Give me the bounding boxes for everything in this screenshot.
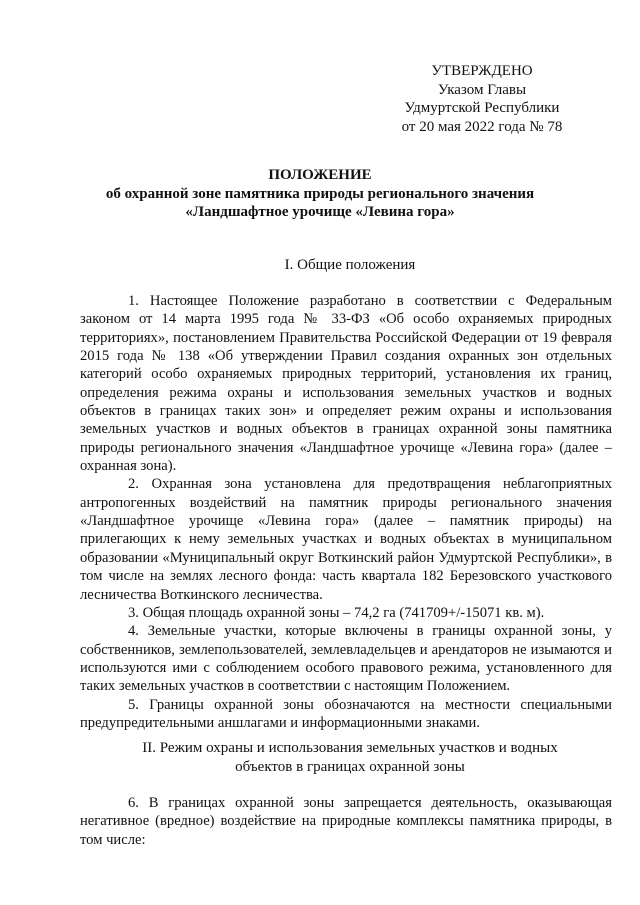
approval-line: Удмуртской Республики — [404, 100, 560, 116]
section-body — [80, 292, 612, 732]
section-heading: I. Общие положения — [284, 257, 416, 273]
title-line: «Ландшафтное урочище «Левина гора» — [185, 204, 455, 220]
title-line: об охранной зоне памятника природы регионального значения — [105, 185, 535, 202]
paragraph: 6. В границах охранной зоны запрещается деятельность, оказывающая негативное (вредное) воздействие на природные комплексы памятника природы, в том числе: — [80, 795, 612, 848]
approval-line: Указом Главы — [437, 81, 527, 98]
paragraph: 2. Охранная зона установлена для предотвращения неблагоприятных антропогенных воздействий на памятник природы регионального значения «Ландшафтное урочище «Левина гора» (далее – памятник природы) на прилегающих к нему земельных участках и водных объектах в муниципальном образовании «Муниципальный округ Воткинский район Удмуртской Республики», в том числе на землях лесного фонда: часть квартала 182 Березовского участкового лесничества Воткинского лесничества. — [80, 476, 612, 603]
paragraph: 5. Границы охранной зоны обозначаются на местности специальными предупредительными аншлагами и информационными знаками. — [80, 696, 612, 731]
section-body — [80, 794, 612, 849]
document-title — [100, 166, 540, 222]
title-line: ПОЛОЖЕНИЕ — [268, 167, 372, 183]
paragraph: 4. Земельные участки, которые включены в границы охранной зоны, у собственников, землепользователей, землевладельцев и арендаторов не изымаются и используются ими с соблюдением особого правового режима, установленного для таких земельных участков в соответствии с настоящим Положением. — [80, 623, 612, 695]
approval-line: УТВЕРЖДЕНО — [431, 63, 533, 79]
section-heading: II. Режим охраны и использования земельных участков и водных объектов в границах охранной зоны — [142, 740, 558, 775]
paragraph: 3. Общая площадь охранной зоны – 74,2 га (741709+/-15071 кв. м). — [128, 604, 545, 621]
approval-line: от 20 мая 2022 года № 78 — [401, 118, 563, 135]
approval-stamp — [392, 62, 572, 136]
paragraph: 1. Настоящее Положение разработано в соответствии с Федеральным законом от 14 марта 1995 года № 33-ФЗ «Об особо охраняемых природных территориях», постановлением Правительства Российской Федерации от 19 февраля 2015 года № 138 «Об утверждении Правил создания охранных зон отдельных категорий особо охраняемых природных территорий, установления их границ, определения режима охраны и использования земельных участков и водных объектов в границах таких зон» и определяет режим охраны и использования земельных участков и водных объектов в границах охранной зоны памятника природы регионального значения «Ландшафтное урочище «Левина гора» (далее – охранная зона). — [80, 293, 612, 475]
